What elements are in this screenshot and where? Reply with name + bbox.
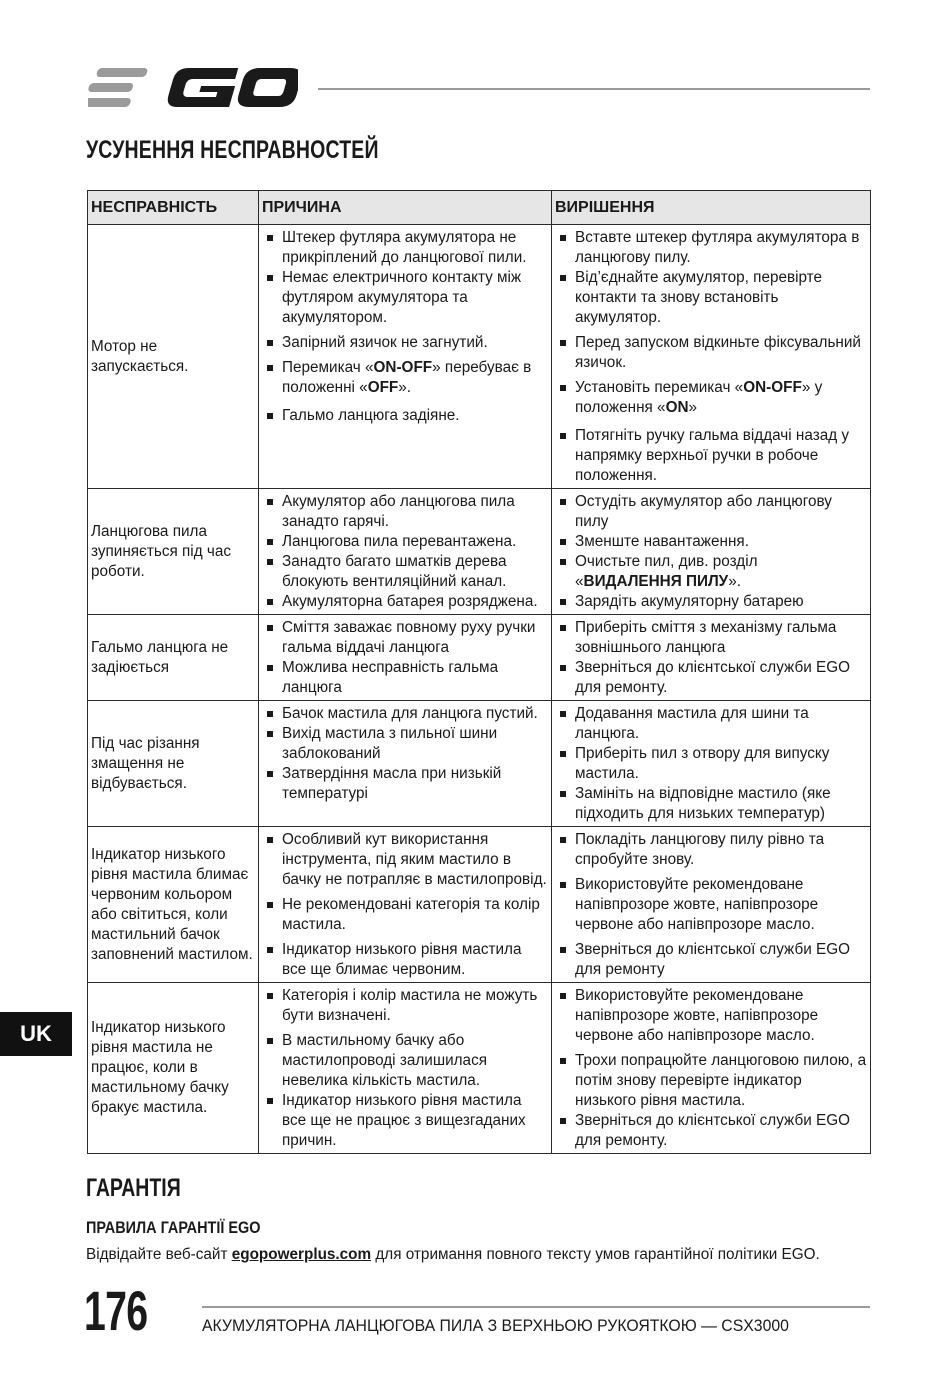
solution-item: Від’єднайте акумулятор, перевірте контакти та знову встановіть акумулятор. (555, 268, 867, 328)
table-row (88, 827, 871, 983)
solution-item (555, 552, 867, 592)
fault-cell: Мотор не запускається. (88, 225, 259, 489)
solution-item: Перед запуском відкиньте фіксувальний язичок. (555, 333, 867, 373)
cause-item: В мастильному бачку або мастилопроводі залишилася невелика кількість мастила. (262, 1031, 548, 1091)
table-row (88, 701, 871, 827)
cause-item: Сміття заважає повному руху ручки гальма віддачі ланцюга (262, 618, 548, 658)
solution-item: Використовуйте рекомендоване напівпрозоре жовте, напівпрозоре червоне або напівпрозоре масло. (555, 875, 867, 935)
cause-cell (259, 615, 552, 701)
solution-item: Остудіть акумулятор або ланцюгову пилу (555, 492, 867, 532)
solution-item: Зарядіть акумуляторну батарею (555, 592, 867, 612)
cause-item: Не рекомендовані категорія та колір мастила. (262, 895, 548, 935)
solution-item: Покладіть ланцюгову пилу рівно та спробуйте знову. (555, 830, 867, 870)
solution-cell (552, 983, 871, 1154)
solution-cell (552, 615, 871, 701)
text-part: ». (728, 573, 741, 590)
solution-list (555, 704, 867, 824)
solution-item: Трохи попрацюйте ланцюговою пилою, а потім знову перевірте індикатор низького рівня мастила. (555, 1051, 867, 1111)
text-part: » (688, 399, 698, 416)
header-fault: НЕСПРАВНІСТЬ (88, 191, 259, 225)
cause-item: Акумулятор або ланцюгова пила занадто гарячі. (262, 492, 548, 532)
solution-item: Вставте штекер футляра акумулятора в ланцюгову пилу. (555, 228, 867, 268)
cause-list (262, 704, 548, 804)
text-part: Перемикач « (282, 359, 374, 376)
cause-item: Штекер футляра акумулятора не прикріплений до ланцюгової пили. (262, 228, 548, 268)
cause-item: Ланцюгова пила перевантажена. (262, 532, 548, 552)
bold-term: OFF (367, 379, 399, 396)
bold-term: ON-OFF (743, 379, 802, 396)
solution-list (555, 986, 867, 1151)
fault-cell: Індикатор низького рівня мастила блимає червоним кольором або світиться, коли мастильний бачок заповнений мастилом. (88, 827, 259, 983)
warranty-subtitle: ПРАВИЛА ГАРАНТІЇ EGO (86, 1218, 261, 1237)
cause-item: Вихід мастила з пильної шини заблокований (262, 724, 548, 764)
cause-item: Немає електричного контакту між футляром акумулятора та акумулятором. (262, 268, 548, 328)
solution-cell (552, 225, 871, 489)
cause-list (262, 986, 548, 1151)
solution-cell (552, 489, 871, 615)
solution-list (555, 618, 867, 698)
solution-item: Приберіть пил з отвору для випуску мастила. (555, 744, 867, 784)
solution-item: Зверніться до клієнтської служби EGO для ремонту. (555, 658, 867, 698)
text-part: ». (398, 379, 412, 396)
cause-cell (259, 489, 552, 615)
solution-item: Додавання мастила для шини та ланцюга. (555, 704, 867, 744)
section-title: УСУНЕННЯ НЕСПРАВНОСТЕЙ (86, 136, 379, 164)
solution-item: Потягніть ручку гальма віддачі назад у напрямку верхньої ручки в робоче положення. (555, 426, 867, 486)
header-solution: ВИРІШЕННЯ (552, 191, 871, 225)
text-part: Очистьте пил, див. розділ « (575, 553, 758, 590)
solution-item: Використовуйте рекомендоване напівпрозоре жовте, напівпрозоре червоне або напівпрозоре масло. (555, 986, 867, 1046)
cause-item: Категорія і колір мастила не можуть бути визначені. (262, 986, 548, 1026)
cause-cell (259, 827, 552, 983)
solution-cell (552, 827, 871, 983)
solution-list (555, 830, 867, 980)
text-part: » перебуває в положенні « (282, 359, 532, 396)
cause-item: Індикатор низького рівня мастила все ще не працює з вищезгаданих причин. (262, 1091, 548, 1151)
solution-item: Зверніться до клієнтської служби EGO для ремонту. (555, 1111, 867, 1151)
cause-list (262, 618, 548, 698)
cause-cell (259, 983, 552, 1154)
cause-item: Акумуляторна батарея розряджена. (262, 592, 548, 612)
solution-item: Приберіть сміття з механізму гальма зовнішнього ланцюга (555, 618, 867, 658)
header-cause: ПРИЧИНА (259, 191, 552, 225)
troubleshooting-table (87, 190, 871, 1154)
fault-cell: Гальмо ланцюга не задіюється (88, 615, 259, 701)
table-row (88, 225, 871, 489)
warranty-text-before: Відвідайте веб-сайт (86, 1246, 232, 1263)
cause-item: Особливий кут використання інструмента, під яким мастило в бачку не потрапляє в мастилопровід. (262, 830, 548, 890)
solution-list (555, 492, 867, 612)
language-tab: UK (0, 1012, 72, 1056)
table-row (88, 489, 871, 615)
text-part: » у положення « (575, 379, 823, 416)
solution-item: Зверніться до клієнтської служби EGO для ремонту (555, 940, 867, 980)
cause-item: Гальмо ланцюга задіяне. (262, 406, 548, 426)
warranty-text-after: для отримання повного тексту умов гарантійної політики EGO. (371, 1246, 820, 1263)
cause-item (262, 358, 548, 398)
fault-cell: Індикатор низького рівня мастила не працює, коли в мастильному бачку бракує мастила. (88, 983, 259, 1154)
solution-list (555, 228, 867, 486)
cause-list (262, 228, 548, 426)
cause-item: Індикатор низького рівня мастила все ще блимає червоним. (262, 940, 548, 980)
fault-cell: Ланцюгова пила зупиняється під час роботи. (88, 489, 259, 615)
fault-cell: Під час різання змащення не відбувається. (88, 701, 259, 827)
page-number: 176 (84, 1279, 148, 1342)
cause-list (262, 492, 548, 612)
footer-rule (202, 1306, 870, 1308)
page-header (88, 62, 870, 114)
cause-item: Затвердіння масла при низькій температурі (262, 764, 548, 804)
cause-cell (259, 701, 552, 827)
bold-term: ON (665, 399, 689, 416)
cause-item: Занадто багато шматків дерева блокують вентиляційний канал. (262, 552, 548, 592)
warranty-link[interactable]: egopowerplus.com (231, 1246, 372, 1263)
bold-term: ON-OFF (373, 359, 433, 376)
cause-list (262, 830, 548, 980)
table-row (88, 983, 871, 1154)
warranty-title: ГАРАНТІЯ (86, 1174, 181, 1202)
footer-title: АКУМУЛЯТОРНА ЛАНЦЮГОВА ПИЛА З ВЕРХНЬОЮ РУКОЯТКОЮ — CSX3000 (202, 1316, 789, 1335)
text-part: Установіть перемикач « (575, 379, 744, 396)
cause-item: Запірний язичок не загнутий. (262, 333, 548, 353)
header-rule (318, 88, 870, 90)
bold-term: ВИДАЛЕННЯ ПИЛУ (583, 573, 729, 590)
solution-item (555, 378, 867, 418)
solution-cell (552, 701, 871, 827)
cause-cell (259, 225, 552, 489)
ego-logo (88, 62, 298, 114)
warranty-text (86, 1246, 820, 1264)
cause-item: Можлива несправність гальма ланцюга (262, 658, 548, 698)
solution-item: Замініть на відповідне мастило (яке підходить для низьких температур) (555, 784, 867, 824)
solution-item: Зменште навантаження. (555, 532, 867, 552)
cause-item: Бачок мастила для ланцюга пустий. (262, 704, 548, 724)
table-header-row (88, 191, 871, 225)
table-row (88, 615, 871, 701)
